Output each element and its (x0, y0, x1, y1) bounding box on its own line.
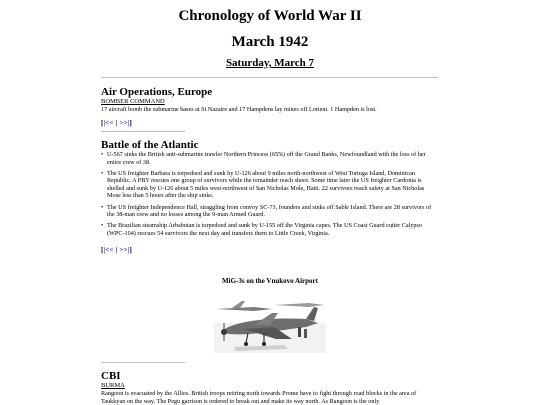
list-item: • The US freighter Barbara is torpedoed and sunk by U-126 about 9 miles north-northwest of West Tortuga Island, Dominican Republic. A PBY rescues one group of survivors while the remainder reach shore. Some time later the US freighter Cardonia is shelled and sunk by U-126 about 5 miles west-northwest of San Nicholas Mole, Haiti. 22 survivors reach safety at San Nicholas Mose less than 5 hours after the ship sinks. (101, 170, 435, 200)
photo-caption: MiG-3s on the Vnukovo Airport (222, 277, 318, 285)
section-title-battle-atlantic: Battle of the Atlantic (101, 139, 199, 151)
last-link[interactable]: >>| (119, 119, 130, 127)
page-title: Chronology of World War II (178, 8, 362, 24)
section-divider (101, 362, 185, 363)
last-link[interactable]: >>| (119, 246, 130, 254)
first-link[interactable]: |<< (103, 246, 114, 254)
section-title-cbi: CBI (101, 370, 121, 382)
month-heading: March 1942 (231, 34, 309, 50)
date-heading[interactable]: Saturday, March 7 (225, 57, 315, 69)
section-nav-2: [|<< | >>|] (101, 246, 132, 254)
cbi-text: Rangoon is evacuated by the Allies. British troops retiring north towards Prome have to fight through road blocks in the area of Taukkyan on the way. The Pegu garrison is ordered to break out and make its way north. As Rangoon is the only (101, 390, 417, 405)
burma-link[interactable]: BURMA (101, 382, 125, 389)
bomber-command-link[interactable]: BOMBER COMMAND (101, 98, 165, 105)
top-divider (101, 77, 438, 78)
list-item: • U-567 sinks the British anti-submarine trawler Northern Princess (655t) off the Grand Banks, Newfoundland with the loss of her entire crew of 38. (101, 151, 435, 166)
list-item: • The Brazilian steamship Arbabutan is torpedoed and sunk by U-155 off the Virginia capes. The US Coast Guard cutter Calypso (WPC-104) rescues 54 survivors the next day and transfers them to Little Creek, Virginia. (101, 222, 435, 237)
list-item: • The US freighter Independence Hall, straggling from convoy SC-73, founders and sinks off Sable Island. There are 28 survivors of the 38-man crew and no losses among the 9-man Armed Guard. (101, 204, 435, 219)
first-link[interactable]: |<< (103, 119, 114, 127)
section-title-air-operations: Air Operations, Europe (101, 86, 213, 98)
section-divider (101, 131, 185, 132)
section-nav-1: [|<< | >>|] (101, 119, 132, 127)
air-operations-text: 17 aircraft bomb the submarine bases at St Nazaire and 17 Hampdens lay mines off Lorient. 1 Hampden is lost. (101, 106, 377, 113)
atlantic-list (101, 151, 435, 241)
mig3-photo (214, 297, 326, 353)
